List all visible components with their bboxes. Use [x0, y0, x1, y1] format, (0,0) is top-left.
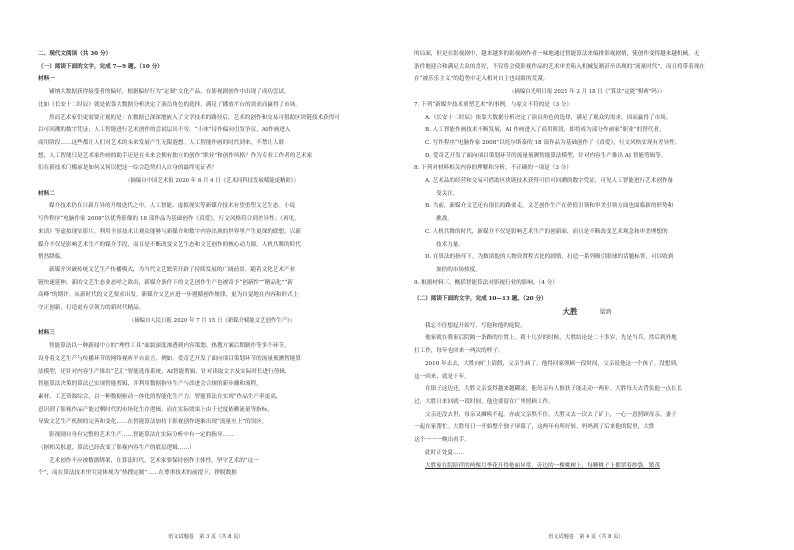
text-line: 设身着文艺生产与传播环节的网络视听平台而言，例如，爱奇艺开发了面向项目策划环节的流量预测智能算	[38, 355, 301, 362]
story-title: 大胜	[562, 307, 578, 317]
text-line: 此时正处夏……	[425, 449, 465, 456]
text-line: （据相关报道，算法已经改变了影视内容生产的底层逻辑……）	[38, 444, 195, 451]
material-label: 材料三	[38, 330, 55, 337]
question-9: 9. 根据材料三，概括智能算法对影视行业的影响。（4 分）	[414, 279, 558, 286]
text-line: 写作程序“电脑作家 2008”以优秀影像的 18 部作品为基础创作《真爱》，行文风格符合到差异性；《再见，	[38, 216, 300, 223]
question-8: 8. 下列对材料相关内容的理解和分析，不正确的一项是（3 分）	[414, 165, 572, 172]
text-line: 他家就在我家后院隔一条路的位置上。我十几岁的时候，大胜结论是二十多岁，先是当兵，然后到外地	[425, 335, 677, 342]
option-d: D. 在算法的指导下，为数诸他的人物设置程式化的剧情，打造一系列吸引眼球的话题标签，可以收到	[425, 254, 674, 261]
text-line: 商用阶段……这些都让人们对艺术的未来发展产生无限遐想。人工智能作画的时代到来，不禁让人联	[38, 139, 285, 146]
story-author: 梁鸿	[599, 309, 612, 317]
text-line: 比如《长安十二时辰》就是依靠大数据分析决定了演员角色的选择，满足了播放平台的需求而赢得了市场。	[38, 101, 301, 108]
subsection-heading: （二）阅读下面的文字，完成 10—13 题。（20 分）	[414, 296, 547, 303]
text-line: 新媒介突破传统文艺生产传播模式，为当代文艺繁荣开辟了持续发展的广阔前景。随着文化艺术产业	[49, 266, 296, 273]
text-line: 导致文艺生产机制的完善和变化……在智能算法加持下影视创作逐渐出现“流量至上”的误区。	[38, 419, 268, 426]
underlined-text-line: 大胜家在院陪伴的两棵月季花开得艳丽异常，旁边的一棵桃树上，每颗桃子上都罩着纱袋，繁茂	[425, 462, 660, 469]
option-c: C. 写作程序“电脑作家 2008”以托尔斯泰的 18 部作品为基础创作了《真爱》，行文风格实现有差异性。	[425, 139, 681, 146]
option-continuation: 挑战。	[436, 216, 453, 223]
text-line: 在镇子这边还，大胜父亲变得越来越糊涂，他母亲有人推扶子能走动一两步。大胜每天去背负他一点长长	[425, 386, 683, 393]
text-line: 们在新技术门槛前是如何又何以把这一综合趋势归入自身的最终见证者？	[38, 165, 218, 172]
story-title-line	[414, 306, 760, 320]
text-line: 这一回来，就是十年。	[414, 373, 470, 380]
text-line: 智能算法以一种新闻中立的“理性工具”面貌深度渗透到内容策划、热搜方案后期制作等多个环节，	[49, 343, 290, 350]
section-heading: 二、现代文阅读（共 30 分）	[38, 51, 112, 57]
source-citation: （摘编自中国艺术报 2020 年 8 月 4 日《艺术同科技发展赋能更精彩》）	[125, 178, 299, 185]
material-label: 材料二	[38, 190, 55, 197]
text-line: 悄然降临。	[38, 254, 66, 261]
text-line: 我忘不住想起开始写。写他和他的庭院。	[425, 322, 526, 329]
text-line: 影视剧自身有完整的艺术生产……智能算法在实际分析中有一定的指导……	[49, 432, 234, 439]
option-a: A.《长安十二时辰》依靠大数据分析决定了演员角色的选择，满足了观众的需求，因而赢得了市场。	[425, 114, 672, 121]
left-page-column	[38, 48, 386, 528]
text-line: 过，大胜日来回就一段时间，他也要留在广里照顾工作。	[414, 398, 554, 405]
option-continuation: 受关注。	[436, 190, 459, 197]
text-line: 以可回溯的数字凭证；人工智能进行艺术创作的尝试层出不穷，“小冰”诗作偏向引发争议，AI作画进入	[38, 127, 291, 134]
option-continuation: 技术力量。	[436, 241, 464, 248]
text-line: 父亲还没去世，母亲又瘫痪不起。亦或父亲熬不住，大胜又去一次去了矿上，一心一意照顾母亲，妻子	[425, 411, 677, 418]
text-line: 这个一一一晚出看手。	[414, 437, 470, 444]
option-d: D. 爱奇艺开发了面向项目策划环节的流量预测智能算法模型，针对内容生产推出 AI 智能剪辑等。	[425, 152, 667, 159]
text-line: 智能算法决策的算法已实现智能剪辑，并利用数据指导生产与改进会合规的新步骤和流程，	[38, 381, 262, 388]
option-continuation: 加倍的市场热度。	[436, 266, 481, 273]
page-footer-right: 语文试题卷 第 4 页（共 8 页）	[548, 534, 624, 540]
subsection-heading: （一）阅读下面的文字，完成 7—9 题。（10 分）	[38, 63, 163, 70]
text-line: 的局面，但是在影视剧中，越来越多的影视剧作者一味地通过智能算法来编排影视剧情，使创作变得越来越机械，无	[414, 51, 700, 57]
text-line: 媒介技术仍在日新月异的升级迭代之中，人工智能、虚拟现实等新媒介技术有望重塑文艺生态。小说	[49, 203, 296, 210]
text-line: 2010 年去去，大胜向旷上请假，父亲生病了，他得回家照顾一段时间，父亲说他这一个孩子。没想到，	[425, 360, 682, 367]
option-b: B. 当前，新媒介文艺还有很长的路要走，文艺创作生产在价值引领和审美引领方面也面临新的形势和	[425, 203, 674, 210]
question-7: 7. 下列“新媒介技术重塑艺术”的事例，与原文不符的是（3 分）	[414, 101, 573, 108]
text-line: 媒介不仅是影响艺术生产的媒介手段，而且是不断改变文艺生态和文艺创作的核心动力源，人机共舞的时代	[38, 241, 301, 248]
text-line: 素材、工艺资源综合，以一种数据驱动一体化的智能化生产力。智能算法在实现“作品生产率更高，	[38, 393, 282, 400]
text-line: 打工作，每年也回来一两次的样子。	[414, 348, 504, 355]
text-line: 艺术创作不应被数据绑架，在算法时代，艺术家要保持创作主体性，坚守艺术的“这一	[49, 457, 259, 464]
text-line: 链快速延伸，新的文艺生态业态呼之欲出，新媒介条件下的文艺创作生产也被寄予“创新性”“精品化”“新	[38, 279, 293, 286]
text-line: 来请》等虚拟现实影片，利用全景技术让观众能够与新媒介和数字内容出现的世界里产生更深的联想，以新	[38, 228, 301, 235]
text-line: 守正创新，打造更有引领力的新时代精品。	[38, 305, 145, 312]
text-line: 高峰”的期许。从新时代的文艺要求出发，新媒介文艺应进一步遵循创作规律，更为自觉地在内容和形式上	[38, 292, 299, 299]
page-footer-left: 语文试题卷 第 3 页（共 8 页）	[168, 534, 244, 540]
option-c: C. 人机共舞的时代，新媒介不仅是影响艺术生产的创新面，而且是不断改变艺术观念和审美理想的	[425, 228, 668, 235]
text-line: 一起在家帮忙。大胜每日一开始整个独子屏幕了，这两年有所好转，妈妈到了后来他的院里，大胜	[414, 424, 655, 431]
option-b: B. 人工智能作画技术不断发展，AI 作画进入了商用阶段，即将成为部分作画家“职业”的替代者。	[425, 127, 665, 134]
option-a: A. 艺术品的经营和交易可借助区块链技术获得可信可回溯的数字凭证，可见人工智能进行艺术创作备	[425, 178, 674, 185]
text-line: 铺纳大数据获得接受者的偏好，根据偏好行为“定制”文化产品，在影视剧创作中出现了成功尝试。	[49, 89, 290, 96]
material-label: 材料一	[38, 76, 55, 83]
text-line: 个”，而在算法技术里究竟体现为“热搜定制”……在尊重技术的前提下，挣脱数据	[38, 470, 237, 477]
right-page-column	[414, 48, 760, 528]
text-line: 想，人工智能只是艺术家作画的助手还是在未来会拥有独立的创作“职业”和创作风格？作为专业工作者的艺术家	[38, 152, 313, 159]
text-line: 条件地迎合和满足大众的喜好，不仅将会使影视作品的艺术审美陷入机械复制甚至出现的“流量时代”，而且将带着现在	[414, 63, 706, 70]
source-citation: （摘编自光明日报 2021 年 2 月 18 日《“算法”定能“棋赛”吗》）	[509, 89, 665, 96]
text-line: 在“被乐乐主义”的趋势中走入相对自主也局限的荒漠。	[414, 76, 549, 83]
source-citation: （摘编自人民日报 2020 年 7 月 15 日《新媒介赋能文艺创作生产》）	[128, 317, 296, 324]
text-line: 然而艺术家们更需要正视的是：在数据已深深地嵌入了文学技术的路径后，艺术的创作和交易可借助区块链技术获得可	[49, 114, 340, 121]
text-line: 法模型，还针对内容生产推出“艺汇”智能选角系统，AI智能剪辑，针对读取文字及实际时长进行剪辑，	[38, 368, 291, 375]
text-line: 意识到了影视作品产能过剩时代的市场化生存逻辑，而在实际效果上由于过度依赖流量等指标，	[38, 406, 273, 413]
